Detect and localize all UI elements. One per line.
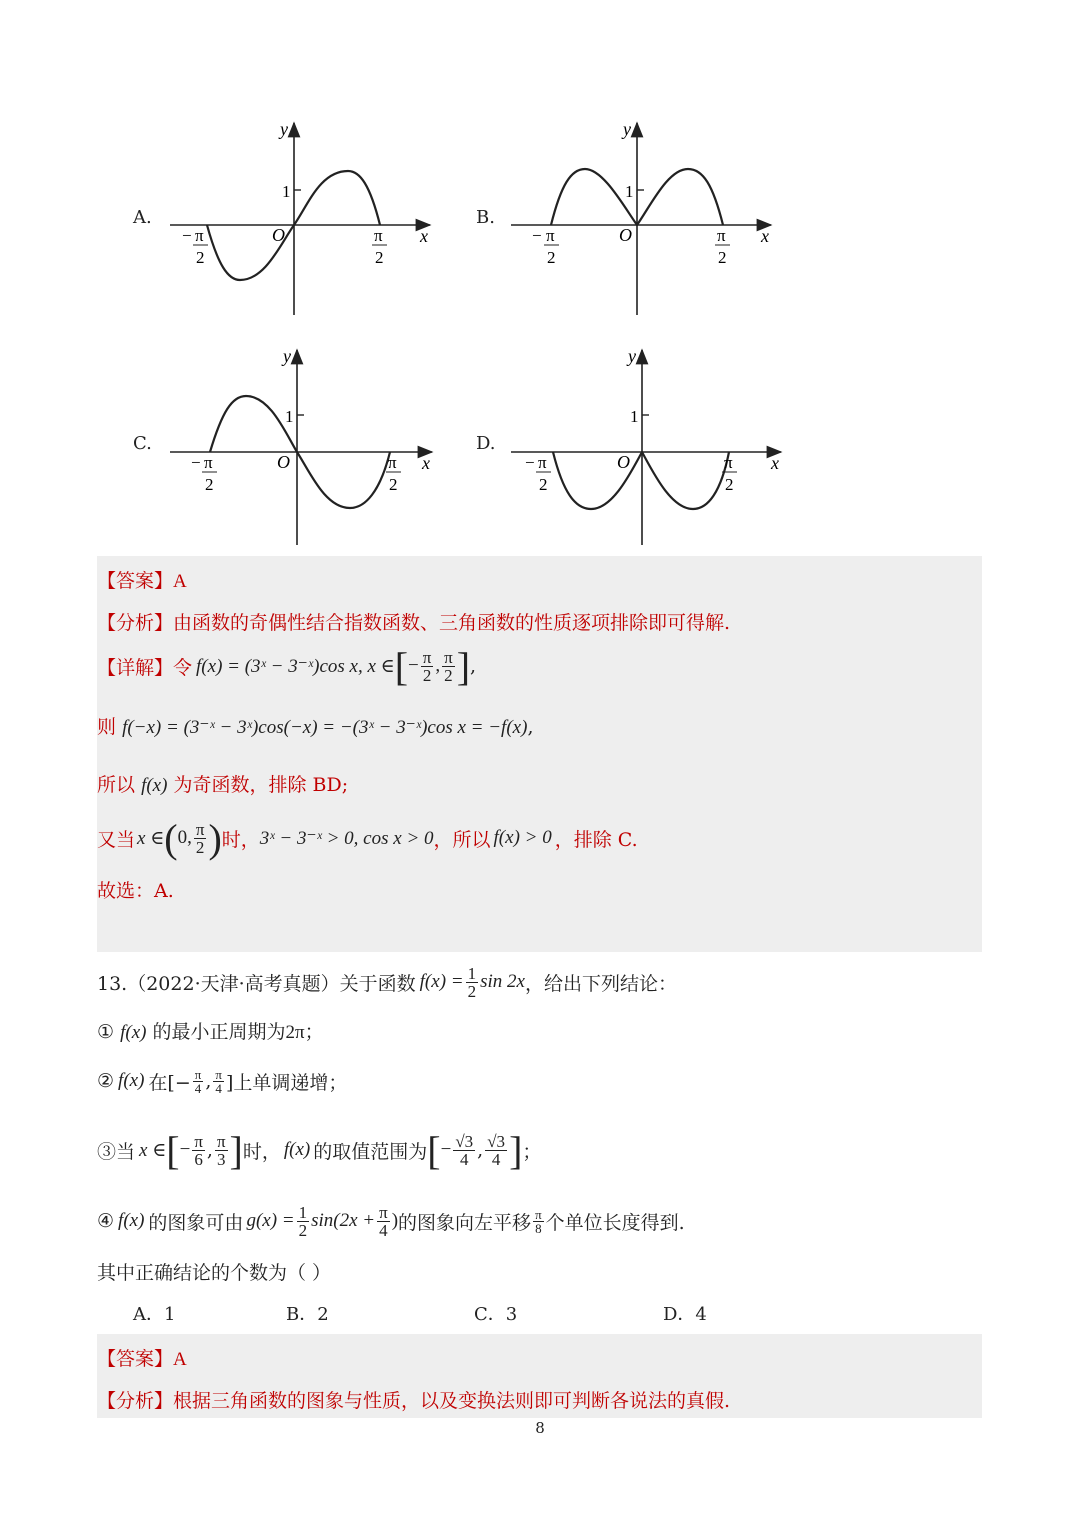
svg-text:2: 2 xyxy=(718,248,727,267)
svg-text:π: π xyxy=(374,226,383,245)
svg-text:2: 2 xyxy=(389,475,398,494)
question-13-stem: 13.（2022·天津·高考真题）关于函数 f(x) = $\frac{1}{2}$ sin 2x ，给出下列结论： xyxy=(97,963,677,1001)
svg-text:2: 2 xyxy=(196,248,205,267)
svg-text:y: y xyxy=(628,346,636,366)
svg-text:2: 2 xyxy=(539,475,548,494)
option-c-label: C. xyxy=(133,433,152,454)
choice-d[interactable]: D．4 xyxy=(663,1304,707,1325)
curve-d xyxy=(553,452,729,509)
svg-text:−: − xyxy=(191,453,201,472)
svg-text:2: 2 xyxy=(547,248,556,267)
svg-text:2: 2 xyxy=(205,475,214,494)
svg-text:2: 2 xyxy=(725,475,734,494)
svg-text:x: x xyxy=(771,453,779,473)
svg-text:π: π xyxy=(546,226,555,245)
conclusion-1: ① f(x) 的最小正周期为2π； xyxy=(97,1021,324,1043)
conclusion-2: ② f(x) 在[− $\frac{\pi}{4}$ , $\frac{\pi}{4}$ ]上单调递增； xyxy=(97,1066,348,1096)
svg-text:π: π xyxy=(724,453,733,472)
svg-text:−: − xyxy=(525,453,535,472)
svg-text:y: y xyxy=(283,346,291,366)
svg-text:y: y xyxy=(623,119,631,139)
conclusion-3: ③当 x ∈ [ − $\frac{\pi}{6}$ , $\frac{\pi}{3}$ ] 时， f(x) 的取值范围为 [ − $\frac{√3}{4}$ , $\frac{√3}{4}$ ] ； xyxy=(97,1127,542,1173)
svg-text:O: O xyxy=(619,225,632,245)
svg-text:O: O xyxy=(617,452,630,472)
graph-b xyxy=(503,115,793,329)
graph-a xyxy=(160,115,450,329)
svg-text:π: π xyxy=(538,453,547,472)
graph-c xyxy=(160,342,450,556)
question-13-ask: 其中正确结论的个数为（ ） xyxy=(97,1262,332,1284)
choice-a[interactable]: A．1 xyxy=(133,1304,176,1325)
choice-c[interactable]: C．3 xyxy=(474,1304,518,1325)
svg-text:−: − xyxy=(532,226,542,245)
origin-label: O xyxy=(272,225,285,245)
detail-line-4: 又当 x ∈ ( 0, $\frac{\pi}{2}$ ) 时， 3ˣ − 3⁻ˣ > 0, cos x > 0 ，所以 f(x) > 0 ，排除 C. xyxy=(97,815,638,861)
svg-text:1: 1 xyxy=(625,182,634,201)
option-a-label: A. xyxy=(133,207,152,228)
conclusion-4: ④ f(x) 的图象可由 g(x) = $\frac{1}{2}$ sin(2x + $\frac{\pi}{4}$ ) 的图象向左平移 $\frac{\pi}{8}$ 个单位长度得到. xyxy=(97,1202,685,1240)
analysis-13: 【分析】根据三角函数的图象与性质，以及变换法则即可判断各说法的真假. xyxy=(97,1390,731,1412)
answer-12: 【答案】A xyxy=(97,570,187,592)
svg-text:1: 1 xyxy=(630,407,639,426)
svg-text:2: 2 xyxy=(375,248,384,267)
detail-line-5: 故选：A. xyxy=(97,880,174,902)
svg-text:−: − xyxy=(182,226,192,245)
svg-text:π: π xyxy=(195,226,204,245)
x-label: x xyxy=(420,226,428,246)
detail-line-2: 则 f(−x) = (3⁻ˣ − 3ˣ)cos(−x) = −(3ˣ − 3⁻ˣ)cos x = −f(x), xyxy=(97,716,534,738)
svg-text:1: 1 xyxy=(285,407,294,426)
y-label: y xyxy=(280,119,288,139)
svg-text:π: π xyxy=(388,453,397,472)
analysis-12: 【分析】由函数的奇偶性结合指数函数、三角函数的性质逐项排除即可得解. xyxy=(97,612,731,634)
svg-text:x: x xyxy=(422,453,430,473)
graph-d xyxy=(503,342,793,556)
detail-line-3: 所以 f(x) 为奇函数，排除 BD; xyxy=(97,774,349,796)
svg-text:π: π xyxy=(717,226,726,245)
svg-text:x: x xyxy=(761,226,769,246)
option-d-label: D. xyxy=(476,433,496,454)
choice-b[interactable]: B．2 xyxy=(286,1304,329,1325)
svg-text:O: O xyxy=(277,452,290,472)
detail-12: 【详解】 令 f(x) = (3ˣ − 3⁻ˣ)cos x, x ∈ [ − $\frac{\pi}{2}$ , $\frac{\pi}{2}$ ] , xyxy=(97,643,477,689)
svg-text:π: π xyxy=(204,453,213,472)
tick-one: 1 xyxy=(282,182,291,201)
option-b-label: B. xyxy=(476,207,495,228)
page-number: 8 xyxy=(535,1419,545,1437)
answer-13: 【答案】A xyxy=(97,1348,187,1370)
